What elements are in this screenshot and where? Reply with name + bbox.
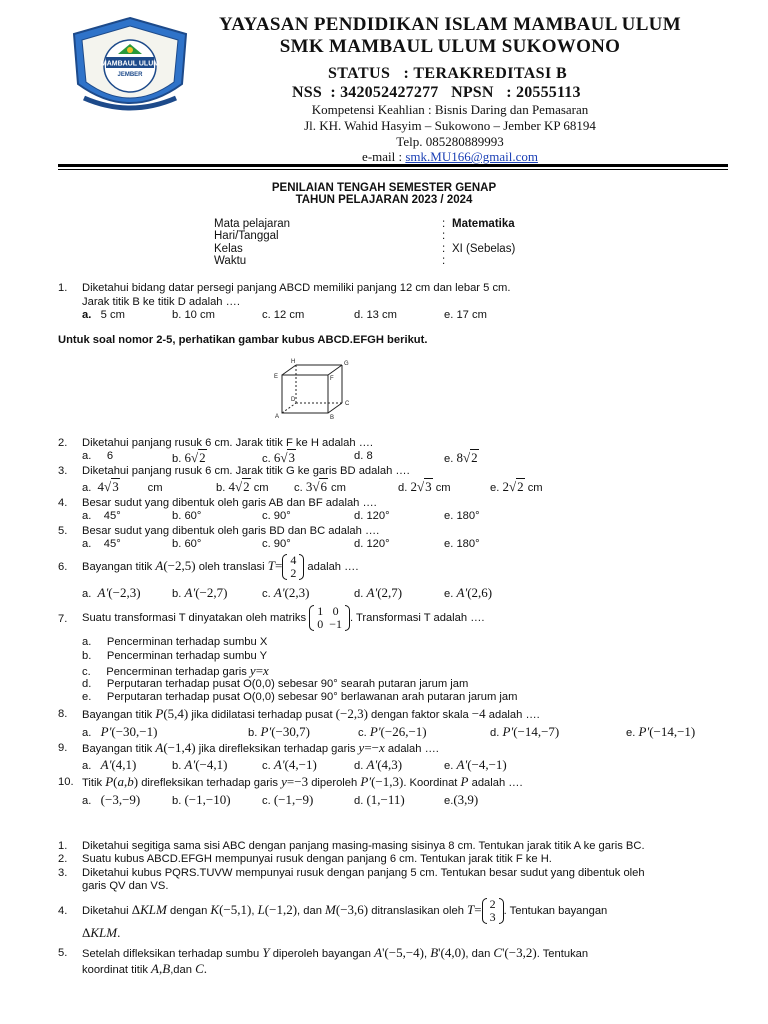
q2-text: Diketahui panjang rusuk 6 cm. Jarak titik F ke H adalah …. <box>82 437 374 449</box>
q5-text: Besar sudut yang dibentuk oleh garis BD dan BC adalah …. <box>82 525 380 537</box>
q2-option-b: b. 6√2 <box>172 450 206 465</box>
email-line <box>250 149 650 165</box>
essay4-text: Diketahui ΔKLM dengan K(−5,1), L(−1,2), dan M(−3,6) ditranslasikan oleh T= 2 3 . Tentukan bayangan <box>82 897 608 925</box>
class-colon: : <box>442 243 446 255</box>
cube-instruction: Untuk soal nomor 2-5, perhatikan gambar kubus ABCD.EFGH berikut. <box>58 334 428 346</box>
q5-option-c: c. 90° <box>262 538 291 550</box>
q3-option-b: b. 4√2 cm <box>216 479 269 494</box>
q5-option-d: d. 120° <box>354 538 390 550</box>
exam-title: PENILAIAN TENGAH SEMESTER GENAP <box>271 182 497 194</box>
essay1-number: 1. <box>58 840 68 852</box>
competency: Kompetensi Keahlian : Bisnis Daring dan Pemasaran <box>311 102 589 117</box>
q7-matrix: 1 0 0 −1 <box>309 605 350 631</box>
q2-option-a: a. 6 <box>82 450 114 462</box>
q3-option-a: a. 4√3 cm <box>82 479 163 494</box>
q1-option-c: c. 12 cm <box>262 309 305 321</box>
time-colon: : <box>442 255 446 267</box>
svg-text:A: A <box>275 414 280 419</box>
class-label: Kelas <box>214 243 243 255</box>
essay3-number: 3. <box>58 867 68 879</box>
q9-option-a: a. A'(4,1) <box>82 757 137 772</box>
q7-text: Suatu transformasi T dinyatakan oleh matriks 1 0 0 −1 . Transformasi T adalah …. <box>82 604 485 632</box>
q8-option-e: e. P'(−14,−1) <box>626 724 696 739</box>
q9-text: Bayangan titik A(−1,4) jika direfleksikan terhadap garis y=−x adalah …. <box>82 740 439 755</box>
svg-text:C: C <box>345 401 350 407</box>
q10-option-e: e.(3,9) <box>444 792 479 807</box>
q10-option-d: d. (1,−11) <box>354 792 405 807</box>
q2-option-c: c. 6√3 <box>262 450 295 465</box>
q7-option-a: a. Pencerminan terhadap sumbu X <box>82 636 268 648</box>
q6-number: 6. <box>58 561 68 573</box>
q10-option-b: b. (−1,−10) <box>172 792 231 807</box>
q8-option-b: b. P'(−30,7) <box>248 724 310 739</box>
exam-year: TAHUN PELAJARAN 2023 / 2024 <box>295 194 473 206</box>
q7-option-e: e. Perputaran terhadap pusat O(0,0) sebesar 90° berlawanan arah putaran jarum jam <box>82 691 518 703</box>
date-colon: : <box>442 230 446 242</box>
svg-text:H: H <box>291 359 296 365</box>
q3-option-c: c. 3√6 cm <box>294 479 346 494</box>
q1-option-a: a. 5 cm <box>82 309 125 321</box>
header-rule-thin <box>58 169 728 170</box>
q5-option-a: a. 45° <box>82 538 121 550</box>
nss-npsn: NSS : 342052427277 NPSN : 20555113 <box>292 84 581 101</box>
q2-number: 2. <box>58 437 68 449</box>
subject-colon: : <box>442 218 446 230</box>
essay3-text-line1: Diketahui kubus PQRS.TUVW mempunyai rusuk dengan panjang 5 cm. Tentukan besar sudut yang dibentuk oleh <box>82 867 645 879</box>
q3-option-e: e. 2√2 cm <box>490 479 543 494</box>
q9-option-d: d. A'(4,3) <box>354 757 403 772</box>
q3-text: Diketahui panjang rusuk 6 cm. Jarak titik G ke garis BD adalah …. <box>82 465 410 477</box>
q1-text-line1: Diketahui bidang datar persegi panjang ABCD memiliki panjang 12 cm dan lebar 5 cm. <box>82 282 511 294</box>
svg-text:D: D <box>291 397 296 403</box>
essay5-text: Setelah difleksikan terhadap sumbu Y diperoleh bayangan A'(−5,−4), B'(4,0), dan C'(−3,2). Tentukan <box>82 945 589 960</box>
q5-number: 5. <box>58 525 68 537</box>
logo-name: MAMBAUL ULUM <box>100 60 160 68</box>
q5-option-b: b. 60° <box>172 538 202 550</box>
cube-figure <box>272 357 362 419</box>
q4-option-e: e. 180° <box>444 510 480 522</box>
q1-option-d: d. 13 cm <box>354 309 397 321</box>
q10-option-a: a. (−3,−9) <box>82 792 141 807</box>
q10-number: 10. <box>58 776 74 788</box>
q6-text: Bayangan titik A(−2,5) oleh translasi T= 4 2 adalah …. <box>82 553 359 581</box>
svg-text:F: F <box>330 376 334 382</box>
svg-text:G: G <box>344 361 349 367</box>
q1-option-e: e. 17 cm <box>444 309 487 321</box>
essay1-text: Diketahui segitiga sama sisi ABC dengan panjang masing-masing sisinya 8 cm. Tentukan jarak titik A ke garis BC. <box>82 840 645 852</box>
essay2-number: 2. <box>58 853 68 865</box>
class-value: XI (Sebelas) <box>452 243 516 255</box>
q2-option-d: d. 8 <box>354 450 373 462</box>
phone: Telp. 085280889993 <box>396 134 504 149</box>
q9-option-b: b. A'(−4,1) <box>172 757 228 772</box>
svg-text:B: B <box>330 415 335 419</box>
q4-text: Besar sudut yang dibentuk oleh garis AB dan BF adalah …. <box>82 497 377 509</box>
q8-number: 8. <box>58 708 68 720</box>
q3-option-d: d. 2√3 cm <box>398 479 451 494</box>
q9-number: 9. <box>58 742 68 754</box>
address: Jl. KH. Wahid Hasyim – Sukowono – Jember KP 68194 <box>304 118 596 133</box>
q10-text: Titik P(a,b) direfleksikan terhadap garis y=−3 diperoleh P'(−1,3). Koordinat P adalah …. <box>82 774 523 789</box>
q7-option-b: b. Pencerminan terhadap sumbu Y <box>82 650 268 662</box>
accreditation-status: STATUS : TERAKREDITASI B <box>328 65 568 82</box>
q8-option-a: a. P'(−30,−1) <box>82 724 158 739</box>
email-label: e-mail : <box>362 149 406 164</box>
q6-option-e: e. A'(2,6) <box>444 585 493 600</box>
q10-option-c: c. (−1,−9) <box>262 792 314 807</box>
q5-option-e: e. 180° <box>444 538 480 550</box>
essay5-number: 5. <box>58 947 68 959</box>
q6-option-d: d. A'(2,7) <box>354 585 403 600</box>
essay4-text-line2: ΔKLM. <box>82 925 121 940</box>
subject-label: Mata pelajaran <box>214 218 291 230</box>
q7-option-c: c. Pencerminan terhadap garis y=x <box>82 663 269 678</box>
essay4-number: 4. <box>58 905 68 917</box>
q2-option-e: e. 8√2 <box>444 450 478 465</box>
school-name: SMK MAMBAUL ULUM SUKOWONO <box>279 36 621 57</box>
q9-option-e: e. A'(−4,−1) <box>444 757 507 772</box>
email-link[interactable]: smk.MU166@gmail.com <box>405 149 538 164</box>
q7-number: 7. <box>58 613 68 625</box>
q1-text-line2: Jarak titik B ke titik D adalah …. <box>82 296 240 308</box>
q4-option-b: b. 60° <box>172 510 202 522</box>
essay4-translation-vector: 2 3 <box>482 898 504 924</box>
q4-option-c: c. 90° <box>262 510 291 522</box>
time-label: Waktu <box>214 255 247 267</box>
q6-option-a: a. A'(−2,3) <box>82 585 141 600</box>
q6-option-c: c. A'(2,3) <box>262 585 310 600</box>
q1-number: 1. <box>58 282 68 294</box>
q7-option-d: d. Perputaran terhadap pusat O(0,0) sebesar 90° searah putaran jarum jam <box>82 678 469 690</box>
date-label: Hari/Tanggal <box>214 230 279 242</box>
header-rule <box>58 164 728 167</box>
svg-text:E: E <box>274 374 279 380</box>
q6-translation-vector: 4 2 <box>282 554 304 580</box>
essay2-text: Suatu kubus ABCD.EFGH mempunyai rusuk dengan panjang 6 cm. Tentukan jarak titik F ke H. <box>82 853 552 865</box>
essay5-text-line2: koordinat titik A,B,dan C. <box>82 961 207 976</box>
q4-option-d: d. 120° <box>354 510 390 522</box>
q4-number: 4. <box>58 497 68 509</box>
essay3-text-line2: garis QV dan VS. <box>82 880 169 892</box>
q6-option-b: b. A'(−2,7) <box>172 585 228 600</box>
q1-option-b: b. 10 cm <box>172 309 215 321</box>
q8-text: Bayangan titik P(5,4) jika didilatasi terhadap pusat (−2,3) dengan faktor skala −4 adalah …. <box>82 706 540 721</box>
logo-city: JEMBER <box>117 72 143 78</box>
q9-option-c: c. A'(4,−1) <box>262 757 317 772</box>
school-logo <box>66 14 194 124</box>
foundation-name: YAYASAN PENDIDIKAN ISLAM MAMBAUL ULUM <box>219 14 681 35</box>
q8-option-d: d. P'(−14,−7) <box>490 724 560 739</box>
subject-value: Matematika <box>452 218 515 230</box>
q4-option-a: a. 45° <box>82 510 121 522</box>
q3-number: 3. <box>58 465 68 477</box>
q8-option-c: c. P'(−26,−1) <box>358 724 427 739</box>
